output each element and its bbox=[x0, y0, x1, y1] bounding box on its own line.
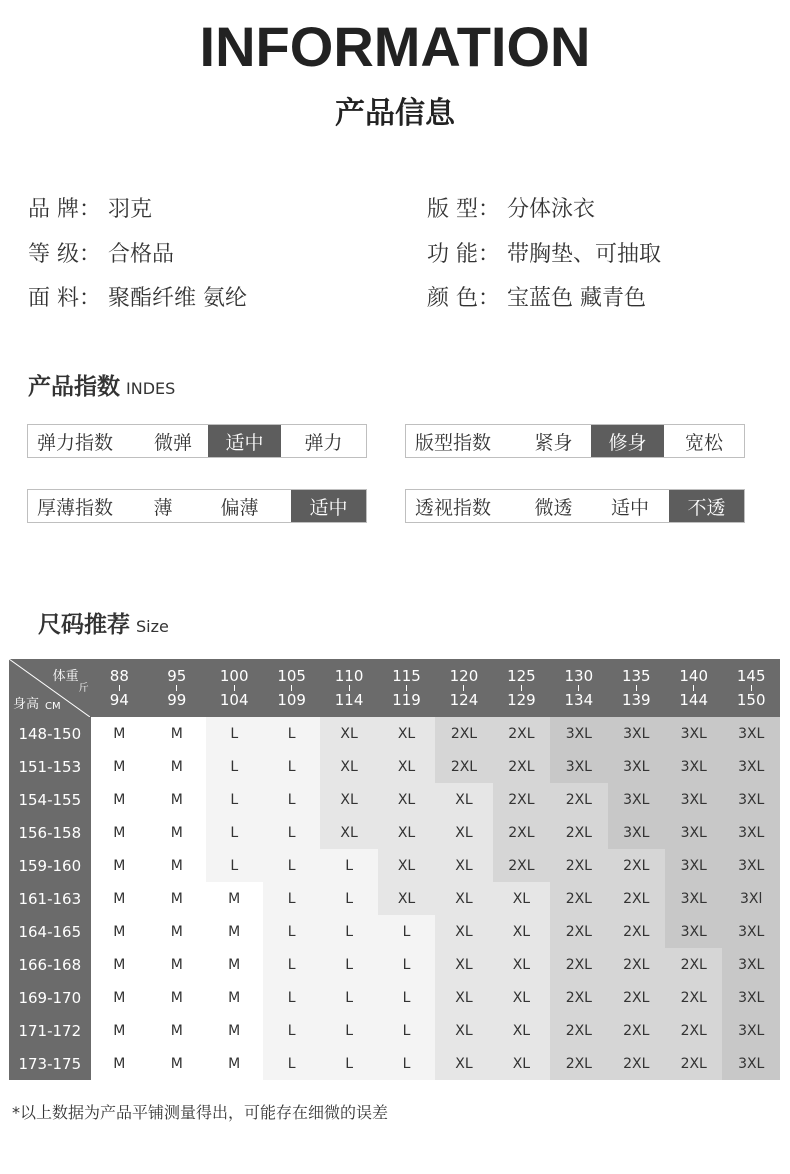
size-cell: M bbox=[91, 750, 148, 783]
weight-header bbox=[435, 659, 492, 717]
weight-from: 125 bbox=[507, 667, 536, 685]
size-section-title bbox=[38, 606, 169, 639]
size-cell: 3XL bbox=[608, 750, 665, 783]
size-cell: M bbox=[91, 783, 148, 816]
weight-label: 体重 bbox=[52, 669, 79, 684]
info-label: 功 能： bbox=[427, 242, 500, 267]
weight-header bbox=[722, 659, 780, 717]
weight-to: 109 bbox=[277, 691, 306, 709]
info-brand bbox=[28, 192, 152, 223]
weight-to: 129 bbox=[507, 691, 536, 709]
size-cell: L bbox=[378, 981, 435, 1014]
table-row bbox=[9, 1047, 780, 1080]
height-range: 161-163 bbox=[9, 882, 91, 915]
size-cell: 2XL bbox=[435, 750, 492, 783]
weight-to: 99 bbox=[167, 691, 187, 709]
size-cell: 2XL bbox=[608, 915, 665, 948]
size-cell: L bbox=[320, 849, 377, 882]
index-option-selected: 适中 bbox=[291, 490, 366, 522]
size-cell: 2XL bbox=[665, 948, 722, 981]
title-cn: 产品信息 bbox=[335, 96, 455, 131]
size-cell: M bbox=[206, 915, 263, 948]
size-cell: M bbox=[91, 882, 148, 915]
size-cell: 2XL bbox=[493, 717, 550, 750]
size-cell: XL bbox=[378, 849, 435, 882]
height-range: 173-175 bbox=[9, 1047, 91, 1080]
weight-from: 105 bbox=[277, 667, 306, 685]
info-value: 羽克 bbox=[108, 197, 153, 222]
weight-header bbox=[263, 659, 320, 717]
weight-header bbox=[91, 659, 148, 717]
index-option: 适中 bbox=[610, 496, 649, 519]
size-cell: XL bbox=[378, 783, 435, 816]
index-label: 厚薄指数 bbox=[37, 496, 114, 519]
size-cell: L bbox=[263, 1014, 320, 1047]
size-cell: M bbox=[206, 981, 263, 1014]
size-cell: 3XL bbox=[722, 1014, 780, 1047]
size-cell: M bbox=[206, 1014, 263, 1047]
index-option: 偏薄 bbox=[220, 496, 259, 519]
size-cell: 3XL bbox=[550, 750, 607, 783]
weight-from: 95 bbox=[167, 667, 187, 685]
size-cell: 3XL bbox=[550, 717, 607, 750]
table-row bbox=[9, 750, 780, 783]
size-cell: M bbox=[91, 948, 148, 981]
size-table-corner bbox=[9, 659, 91, 717]
size-cell: XL bbox=[378, 750, 435, 783]
size-cell: XL bbox=[435, 882, 492, 915]
size-cell: 2XL bbox=[550, 783, 607, 816]
size-cell: 3XL bbox=[665, 783, 722, 816]
size-cell: 3XL bbox=[665, 882, 722, 915]
size-cell: M bbox=[206, 948, 263, 981]
weight-from: 110 bbox=[334, 667, 364, 685]
weight-to: 139 bbox=[621, 691, 651, 709]
size-cell: L bbox=[378, 1014, 435, 1047]
size-cell: M bbox=[91, 1014, 148, 1047]
size-cell: M bbox=[148, 948, 205, 981]
size-cell: L bbox=[263, 915, 320, 948]
size-cell: XL bbox=[493, 1047, 550, 1080]
size-cell: L bbox=[320, 1047, 377, 1080]
weight-unit: 斤 bbox=[78, 683, 89, 694]
size-cell: 2XL bbox=[550, 816, 607, 849]
size-cell: L bbox=[206, 849, 263, 882]
size-table bbox=[9, 659, 780, 1080]
index-transparency bbox=[405, 489, 745, 523]
size-title-cn: 尺码推荐 bbox=[38, 612, 130, 638]
size-cell: 3XL bbox=[722, 783, 780, 816]
size-cell: XL bbox=[320, 717, 377, 750]
size-cell: 2XL bbox=[608, 882, 665, 915]
weight-header bbox=[320, 659, 377, 717]
size-cell: 2XL bbox=[550, 882, 607, 915]
size-cell: 2XL bbox=[608, 981, 665, 1014]
info-color bbox=[427, 281, 646, 312]
size-cell: M bbox=[91, 816, 148, 849]
size-cell: 3XL bbox=[608, 783, 665, 816]
info-value: 合格品 bbox=[108, 242, 175, 267]
size-cell: L bbox=[263, 783, 320, 816]
size-cell: 3XL bbox=[608, 717, 665, 750]
size-cell: L bbox=[378, 915, 435, 948]
size-cell: L bbox=[378, 948, 435, 981]
index-option: 微透 bbox=[534, 496, 573, 519]
height-range: 148-150 bbox=[9, 717, 91, 750]
weight-to: 104 bbox=[219, 691, 249, 709]
size-cell: L bbox=[206, 816, 263, 849]
size-cell: M bbox=[148, 816, 205, 849]
size-cell: M bbox=[148, 717, 205, 750]
size-cell: M bbox=[148, 750, 205, 783]
size-cell: 3Xl bbox=[722, 882, 780, 915]
size-cell: M bbox=[148, 882, 205, 915]
height-range: 151-153 bbox=[9, 750, 91, 783]
weight-to: 119 bbox=[392, 691, 421, 709]
size-cell: 3XL bbox=[722, 849, 780, 882]
size-cell: L bbox=[206, 717, 263, 750]
index-title-cn: 产品指数 bbox=[28, 374, 120, 400]
weight-from: 135 bbox=[621, 667, 651, 685]
weight-from: 100 bbox=[219, 667, 249, 685]
height-range: 171-172 bbox=[9, 1014, 91, 1047]
size-cell: XL bbox=[320, 783, 377, 816]
size-cell: M bbox=[148, 1047, 205, 1080]
table-row bbox=[9, 849, 780, 882]
size-cell: L bbox=[263, 816, 320, 849]
size-cell: M bbox=[91, 915, 148, 948]
size-cell: XL bbox=[435, 948, 492, 981]
weight-to: 134 bbox=[564, 691, 594, 709]
size-cell: M bbox=[91, 717, 148, 750]
size-cell: 2XL bbox=[550, 981, 607, 1014]
index-option: 微弹 bbox=[153, 431, 192, 454]
index-title-en: INDES bbox=[126, 379, 176, 398]
size-cell: M bbox=[148, 981, 205, 1014]
index-option: 紧身 bbox=[534, 431, 573, 454]
size-cell: 2XL bbox=[665, 1047, 722, 1080]
size-cell: 2XL bbox=[493, 849, 550, 882]
size-cell: L bbox=[320, 948, 377, 981]
size-cell: XL bbox=[435, 915, 492, 948]
size-cell: 3XL bbox=[665, 915, 722, 948]
size-cell: L bbox=[206, 750, 263, 783]
weight-header bbox=[550, 659, 607, 717]
height-unit: CM bbox=[45, 701, 61, 712]
info-value: 宝蓝色 藏青色 bbox=[507, 286, 646, 311]
size-cell: XL bbox=[435, 1014, 492, 1047]
weight-from: 145 bbox=[736, 667, 766, 685]
info-fabric bbox=[28, 281, 247, 312]
weight-header bbox=[148, 659, 205, 717]
info-style bbox=[427, 192, 595, 223]
size-cell: L bbox=[263, 981, 320, 1014]
height-range: 166-168 bbox=[9, 948, 91, 981]
table-row bbox=[9, 783, 780, 816]
size-cell: 3XL bbox=[722, 816, 780, 849]
info-label: 品 牌： bbox=[28, 197, 101, 222]
size-cell: XL bbox=[435, 1047, 492, 1080]
index-option: 弹力 bbox=[304, 431, 343, 454]
height-range: 156-158 bbox=[9, 816, 91, 849]
size-cell: M bbox=[148, 1014, 205, 1047]
size-cell: 3XL bbox=[722, 750, 780, 783]
size-cell: 2XL bbox=[550, 849, 607, 882]
size-cell: L bbox=[263, 717, 320, 750]
info-label: 颜 色： bbox=[427, 286, 500, 311]
weight-header bbox=[206, 659, 263, 717]
info-label: 面 料： bbox=[28, 286, 101, 311]
weight-header bbox=[608, 659, 665, 717]
size-cell: M bbox=[206, 1047, 263, 1080]
size-cell: XL bbox=[493, 915, 550, 948]
size-cell: XL bbox=[378, 717, 435, 750]
size-cell: M bbox=[148, 849, 205, 882]
size-cell: L bbox=[320, 1014, 377, 1047]
size-table-header bbox=[9, 659, 780, 717]
title-en: INFORMATION bbox=[199, 15, 591, 78]
weight-header bbox=[665, 659, 722, 717]
size-cell: 3XL bbox=[722, 1047, 780, 1080]
weight-from: 88 bbox=[109, 667, 129, 685]
size-cell: M bbox=[91, 1047, 148, 1080]
size-cell: 2XL bbox=[608, 1047, 665, 1080]
size-cell: L bbox=[263, 849, 320, 882]
size-cell: 3XL bbox=[665, 717, 722, 750]
table-row bbox=[9, 981, 780, 1014]
table-row bbox=[9, 816, 780, 849]
index-option-selected: 适中 bbox=[208, 425, 281, 457]
size-cell: 3XL bbox=[722, 717, 780, 750]
size-cell: L bbox=[320, 915, 377, 948]
info-label: 版 型： bbox=[427, 197, 500, 222]
size-cell: 2XL bbox=[608, 948, 665, 981]
weight-header bbox=[378, 659, 435, 717]
size-cell: 3XL bbox=[722, 981, 780, 1014]
table-row bbox=[9, 882, 780, 915]
size-cell: XL bbox=[435, 783, 492, 816]
weight-from: 140 bbox=[679, 667, 709, 685]
size-cell: 2XL bbox=[493, 783, 550, 816]
index-option: 薄 bbox=[153, 496, 173, 519]
table-row bbox=[9, 717, 780, 750]
weight-to: 150 bbox=[736, 691, 766, 709]
size-cell: 2XL bbox=[550, 1047, 607, 1080]
size-title-en: Size bbox=[136, 617, 169, 636]
table-row bbox=[9, 915, 780, 948]
index-label: 弹力指数 bbox=[37, 431, 114, 454]
size-cell: M bbox=[206, 882, 263, 915]
size-cell: L bbox=[206, 783, 263, 816]
size-cell: XL bbox=[320, 750, 377, 783]
size-cell: 3XL bbox=[608, 816, 665, 849]
size-cell: M bbox=[148, 783, 205, 816]
height-range: 164-165 bbox=[9, 915, 91, 948]
size-cell: L bbox=[320, 981, 377, 1014]
size-cell: XL bbox=[435, 981, 492, 1014]
info-grade bbox=[28, 237, 174, 268]
size-cell: L bbox=[263, 750, 320, 783]
size-cell: XL bbox=[493, 882, 550, 915]
size-cell: L bbox=[263, 882, 320, 915]
table-row bbox=[9, 1014, 780, 1047]
size-cell: XL bbox=[378, 882, 435, 915]
weight-to: 124 bbox=[449, 691, 479, 709]
info-value: 分体泳衣 bbox=[507, 197, 596, 222]
size-cell: M bbox=[91, 849, 148, 882]
table-row bbox=[9, 948, 780, 981]
index-elasticity bbox=[27, 424, 367, 458]
size-cell: XL bbox=[493, 981, 550, 1014]
info-label: 等 级： bbox=[28, 242, 101, 267]
info-value: 带胸垫、可抽取 bbox=[507, 242, 662, 267]
index-option: 宽松 bbox=[684, 431, 723, 454]
height-label: 身高 bbox=[13, 697, 40, 712]
size-cell: 2XL bbox=[550, 948, 607, 981]
index-label: 透视指数 bbox=[415, 496, 492, 519]
size-cell: M bbox=[148, 915, 205, 948]
size-cell: M bbox=[91, 981, 148, 1014]
size-cell: 3XL bbox=[722, 915, 780, 948]
size-cell: 3XL bbox=[665, 816, 722, 849]
weight-from: 130 bbox=[564, 667, 594, 685]
weight-from: 120 bbox=[449, 667, 479, 685]
size-cell: XL bbox=[493, 948, 550, 981]
size-cell: 2XL bbox=[608, 849, 665, 882]
weight-header bbox=[493, 659, 550, 717]
footnote: *以上数据为产品平铺测量得出，可能存在细微的误差 bbox=[12, 1103, 389, 1122]
index-fit bbox=[405, 424, 745, 458]
info-value: 聚酯纤维 氨纶 bbox=[108, 286, 247, 311]
index-thickness bbox=[27, 489, 367, 523]
weight-to: 144 bbox=[679, 691, 709, 709]
size-cell: 2XL bbox=[550, 915, 607, 948]
size-cell: XL bbox=[435, 816, 492, 849]
height-range: 154-155 bbox=[9, 783, 91, 816]
size-cell: XL bbox=[435, 849, 492, 882]
size-cell: 3XL bbox=[665, 849, 722, 882]
size-cell: 2XL bbox=[435, 717, 492, 750]
size-cell: XL bbox=[493, 1014, 550, 1047]
index-option-selected: 修身 bbox=[591, 425, 664, 457]
size-cell: XL bbox=[320, 816, 377, 849]
info-function bbox=[427, 237, 661, 268]
index-label: 版型指数 bbox=[415, 431, 492, 454]
size-cell: L bbox=[263, 1047, 320, 1080]
size-cell: 2XL bbox=[665, 1014, 722, 1047]
size-cell: L bbox=[263, 948, 320, 981]
size-cell: 2XL bbox=[493, 750, 550, 783]
size-cell: 2XL bbox=[608, 1014, 665, 1047]
size-cell: 2XL bbox=[493, 816, 550, 849]
weight-to: 94 bbox=[109, 691, 129, 709]
index-section-title bbox=[28, 368, 175, 401]
size-cell: L bbox=[378, 1047, 435, 1080]
size-cell: L bbox=[320, 882, 377, 915]
height-range: 169-170 bbox=[9, 981, 91, 1014]
size-cell: 2XL bbox=[550, 1014, 607, 1047]
size-cell: 3XL bbox=[665, 750, 722, 783]
index-option-selected: 不透 bbox=[669, 490, 744, 522]
size-cell: 2XL bbox=[665, 981, 722, 1014]
size-cell: XL bbox=[378, 816, 435, 849]
weight-from: 115 bbox=[392, 667, 421, 685]
weight-to: 114 bbox=[334, 691, 364, 709]
size-cell: 3XL bbox=[722, 948, 780, 981]
height-range: 159-160 bbox=[9, 849, 91, 882]
